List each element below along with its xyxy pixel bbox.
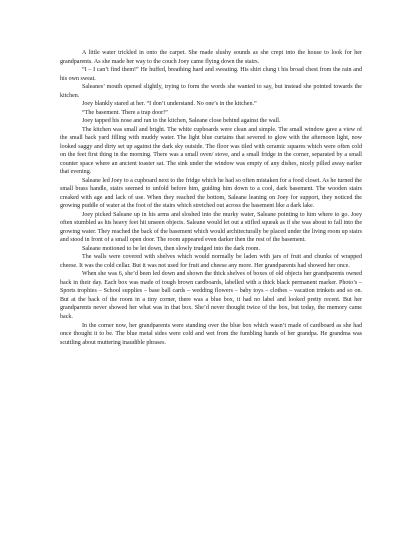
paragraph: The walls were covered with shelves which would normally be laden with jars of fruit and chunks of wrapped cheese. It was the cold cellar. But it was not used for fruit and cheese any more. Her grandparents had showed her once. [60, 254, 362, 269]
paragraph: When she was 6, she’d been led down and shown the thick shelves of boxes of old objects her grandparents owned back in their day. Each box was made of tough brown cardboards, labelled with a thick black permanent marker. Photo’s – Sports trophies – School supplies – base ball cards – wedding flowers – baby toys – clothes – vacation trinkets and so on. But at the back of the room in a tiny corner, there was a blue box, it had no label and looked pretty recent. But her grandparents never showed her what was in that box. She’d never thought twice of the box, but today, the memory came back. [60, 271, 362, 320]
paragraph: Saleane led Joey to a cupboard next to the fridge which he had so often mistaken for a food closet. As he turned the small brass handle, stairs seemed to unfold before him, guiding him down to a cool, dark basement. The wooden stairs creaked with age and lack of use. When they reached the bottom, Saleane leaning on Joey for support, they noticed the growing puddle of water at the foot of the stairs which stretched out across the basement like a dark lake. [60, 177, 362, 210]
paragraph: In the corner now, her grandparents were standing over the blue box which wasn’t made of cardboard as she had once thought it to be. The blue metal sides were cold and wet from the fumbling hands of her grandpa. He grandma was scuttling about muttering inaudible phrases. [60, 322, 362, 346]
paragraph: Joey blankly stared at her. “I don’t understand. No one’s in the kitchen.” [82, 101, 257, 108]
document-page [60, 49, 362, 347]
paragraph: A little water trickled in onto the carpet. She made slushy sounds as she crept into the house to look for her grandparents. As she made her way to the couch Joey came flying down the stairs. [60, 50, 362, 65]
paragraph: “I – I can’t find them!” He huffed, breathing hard and sweating. His shirt clung t his broad chest from the rain and his own sweat. [60, 67, 362, 82]
paragraph: Saleanes’ mouth opened slightly, trying to form the words she wanted to say, but instead she pointed towards the kitchen. [60, 84, 362, 99]
paragraph: Joey picked Saleane up in his arms and sloshed into the murky water, Saleane pointing to him where to go. Joey often stumbled as his heavy feet hit unseen objects. Saleane would let out a stifled squeak as if she was about to fall into the growing water. They reached the back of the basement which would architecturally be placed under the living room up stairs and stood in front of a small open door. The room appeared even darker then the rest of the basement. [60, 211, 362, 244]
paragraph: “The basement. There a trap door!” [82, 109, 168, 116]
paragraph: The kitchen was small and bright. The white cupboards were clean and simple. The small window gave a view of the small back yard filling with muddy water. The light blue curtains that severed to glow with the afternoon light, now looked saggy and dirty set up against the dark sky outside. The floor was tiled with ceramic squares which were often cold on the feet first thing in the morning. There was a small oven/ stove, and a small fridge in the corner, separated by a small counter space where an ancient toaster sat. The sink under the window was empty of any dishes, nicely pilled away earlier that evening. [60, 126, 362, 176]
paragraph: Joey tapped his nose and ran to the kitchen, Saleane close behind against the wall. [82, 118, 281, 125]
paragraph: Saleane motioned to be let down, then slowly trudged into the dark room. [82, 245, 261, 252]
